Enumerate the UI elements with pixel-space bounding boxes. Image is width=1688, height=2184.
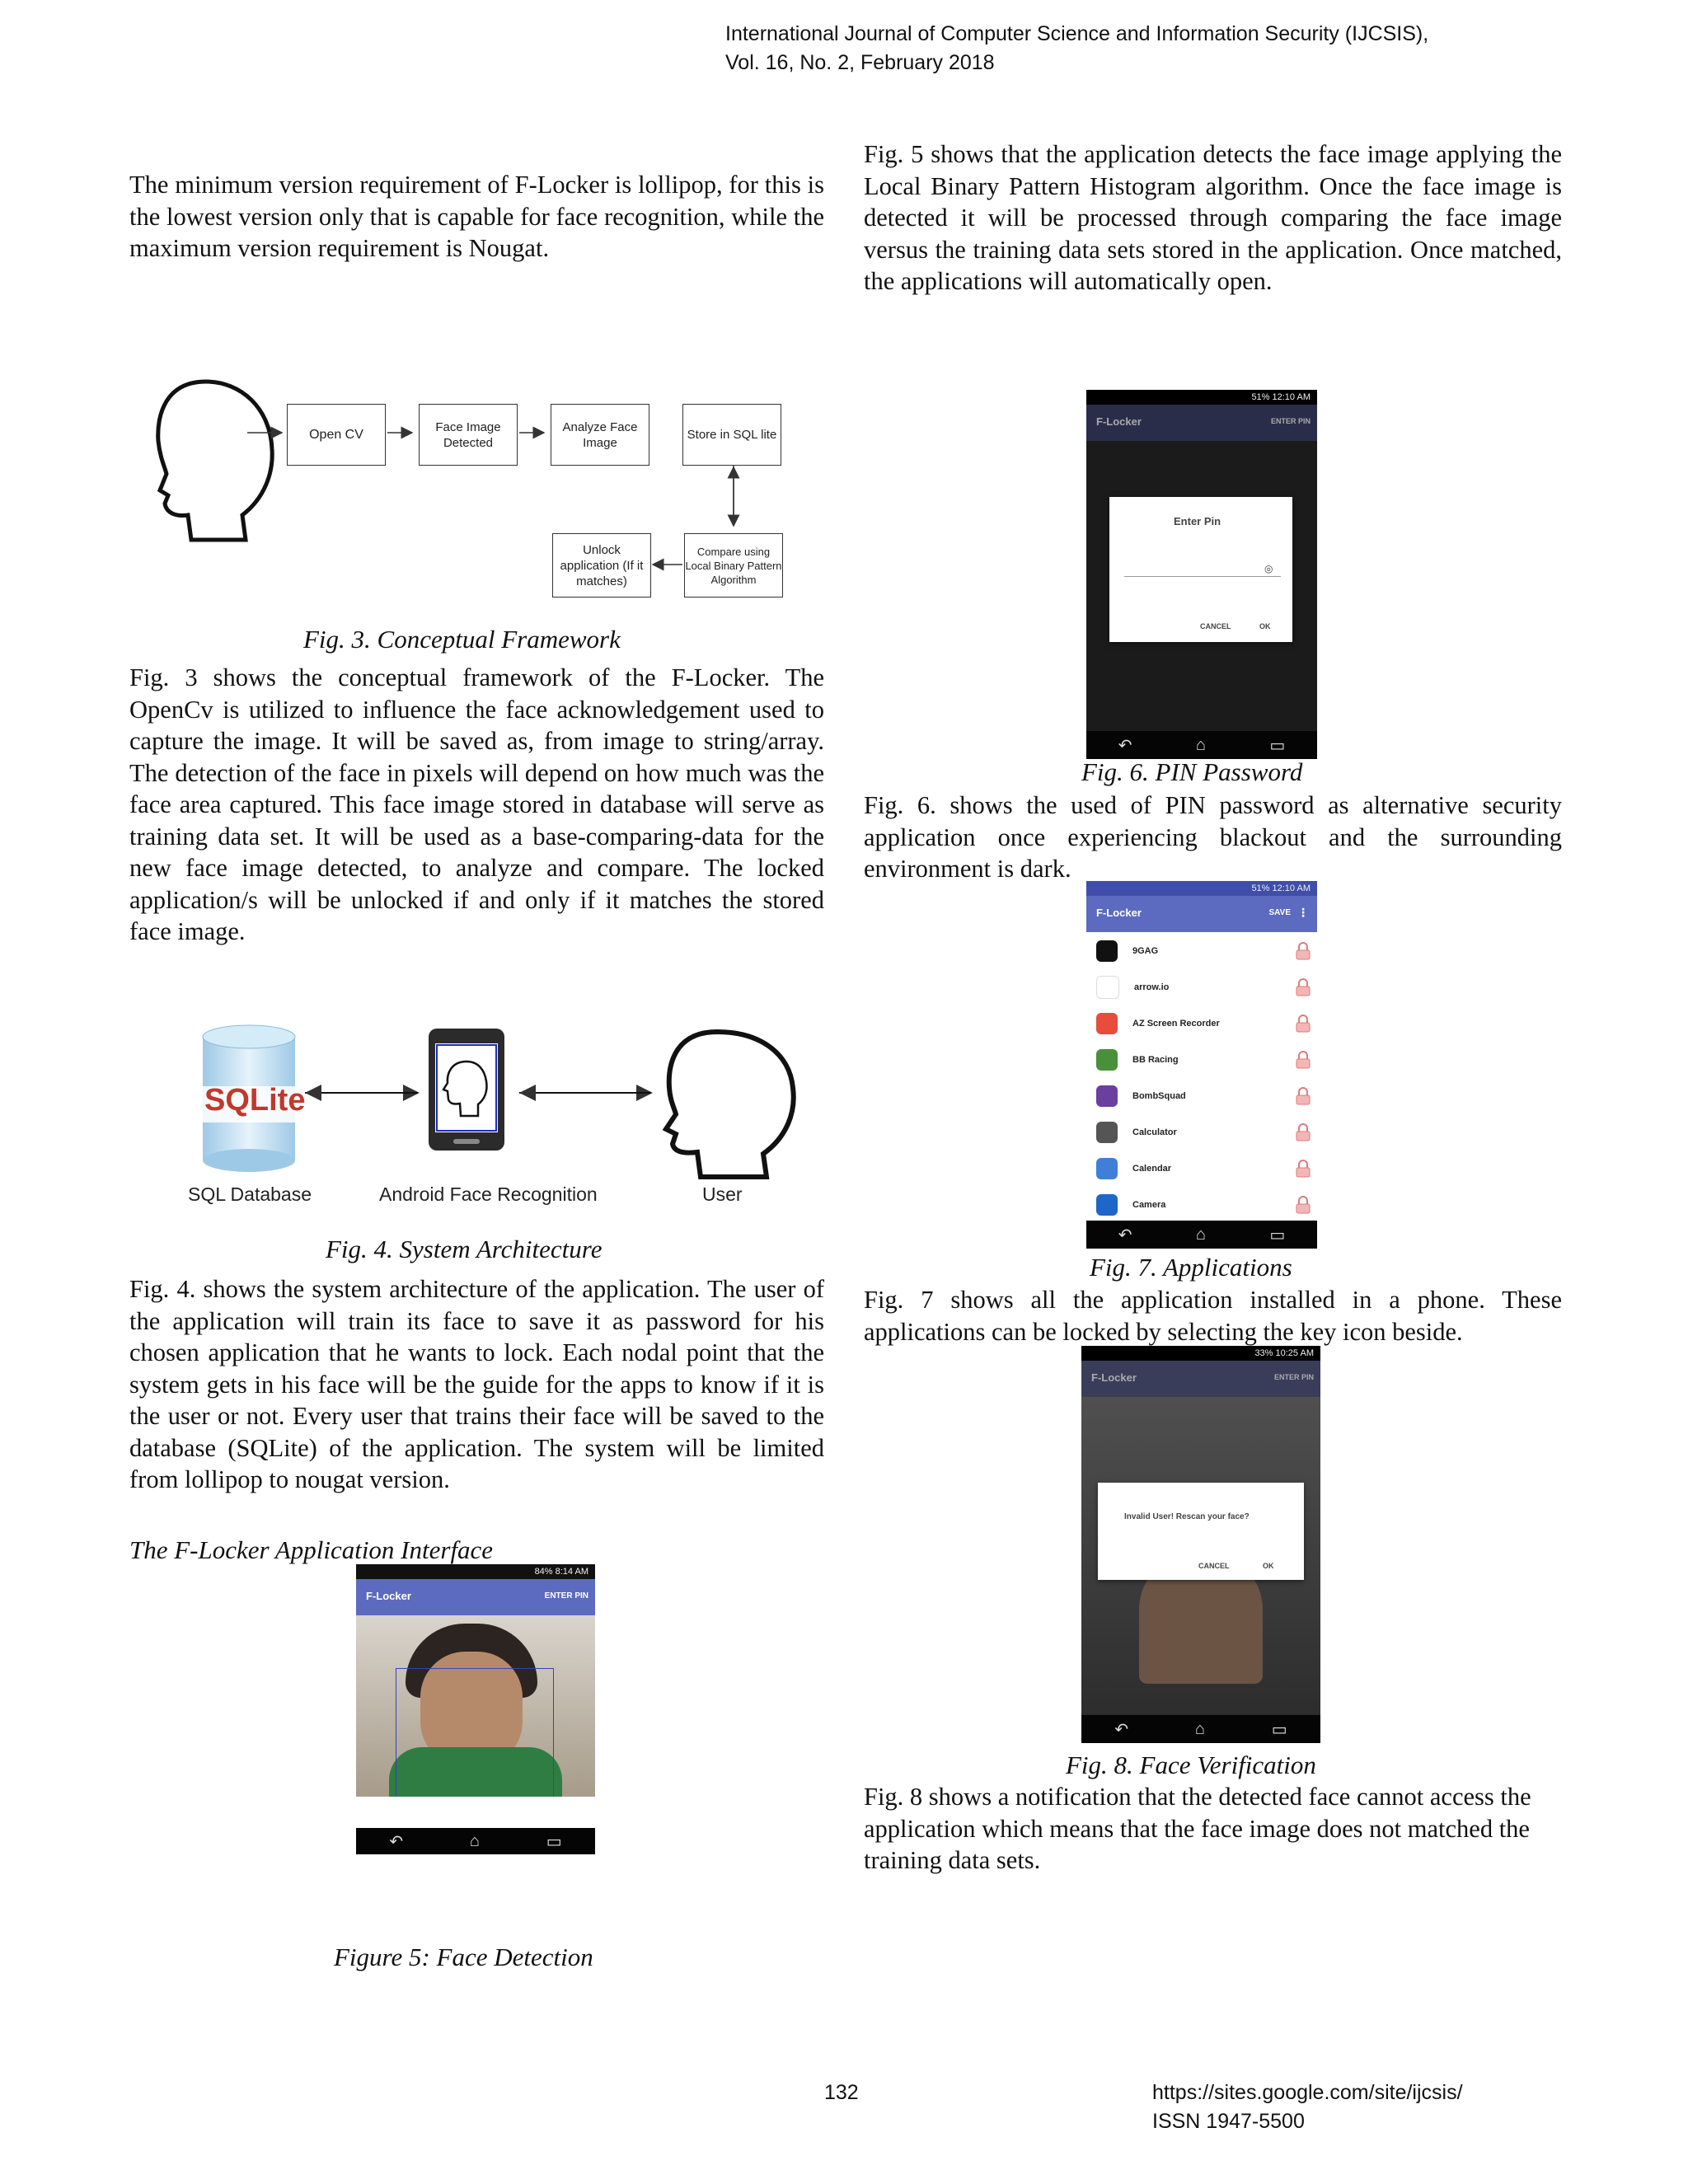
- app-icon: [1096, 1194, 1118, 1216]
- app-bar: [1086, 896, 1317, 932]
- page-number: 132: [824, 2081, 859, 2104]
- enter-pin-button[interactable]: ENTER PIN: [544, 1591, 588, 1601]
- fig3-caption: Fig. 3. Conceptual Framework: [303, 625, 621, 654]
- app-name: Calendar: [1132, 1163, 1172, 1174]
- app-bar: [356, 1579, 595, 1615]
- status-bar: 51% 12:10 AM: [1086, 390, 1317, 405]
- app-title: F-Locker: [1096, 415, 1142, 428]
- lock-icon[interactable]: [1296, 1196, 1311, 1214]
- app-list-item[interactable]: [1086, 1150, 1317, 1188]
- android-face-recognition-label: Android Face Recognition: [379, 1183, 598, 1205]
- left-paragraph-1: The minimum version requirement of F-Locker is lollipop, for this is the lowest version only that is capable for face recognition, while the maximum version requirement is Nougat.: [129, 171, 824, 262]
- ok-button[interactable]: OK: [1263, 1562, 1274, 1570]
- user-head-icon: [666, 1032, 794, 1177]
- left-paragraph-3: Fig. 4. shows the system architecture of the application. The user of the application will train its face to save it as password for his chosen application that he wants to lock. Each nodal point that the system gets in his face will be the guide for the apps to know if it is the user or not. Every user that trains their face will be saved to the database (SQLite) of the application. The system will be limited from lollipop to nougat version.: [129, 1275, 824, 1493]
- right-paragraph-2: Fig. 6. shows the used of PIN password as alternative security application once experiencing blackout and the surrounding environment is dark.: [864, 791, 1562, 883]
- enter-pin-button[interactable]: ENTER PIN: [1273, 1373, 1314, 1381]
- right-paragraph-4: Fig. 8 shows a notification that the detected face cannot access the application which means that the face image does not matched the training data sets.: [864, 1783, 1531, 1874]
- app-name: Calculator: [1132, 1127, 1177, 1137]
- compare-lbp-box: Compare using Local Binary Pattern Algorithm: [684, 533, 783, 598]
- section-title: The F-Locker Application Interface: [129, 1535, 494, 1564]
- left-paragraph-2: Fig. 3 shows the conceptual framework of the F-Locker. The OpenCv is utilized to influence the face acknowledgement used to capture the image. It will be saved as, from image to string/array. The detection of the face in pixels will depend on how much was the face area captured. This face image stored in database will serve as training data set. It will be used as a base-comparing-data for the new face image detected, to analyze and compare. The locked application/s will be unlocked if and only if it matches the stored face image.: [129, 663, 824, 945]
- status-bar: 51% 12:10 AM: [1086, 881, 1317, 896]
- app-icon: [1096, 1158, 1118, 1179]
- lock-icon[interactable]: [1296, 942, 1311, 960]
- home-icon[interactable]: ⌂: [1195, 735, 1206, 754]
- back-icon[interactable]: ↶: [389, 1832, 404, 1851]
- fig3-diagram: [148, 375, 791, 606]
- fig8-phone-screenshot: [1081, 1346, 1320, 1743]
- lock-icon[interactable]: [1296, 1087, 1311, 1105]
- app-list-item[interactable]: [1086, 1077, 1317, 1115]
- eye-hidden-icon[interactable]: ◎: [1264, 563, 1273, 574]
- app-name: 9GAG: [1132, 945, 1159, 956]
- app-name: arrow.io: [1134, 982, 1170, 992]
- dialog-title: Enter Pin: [1174, 515, 1221, 527]
- app-list-item[interactable]: [1086, 1041, 1317, 1079]
- pin-input[interactable]: [1124, 576, 1281, 577]
- cancel-button[interactable]: CANCEL: [1198, 1562, 1230, 1570]
- unlock-application-box: Unlock application (If it matches): [552, 533, 651, 598]
- status-bar: 84% 8:14 AM: [356, 1564, 595, 1579]
- app-icon: [1096, 940, 1118, 962]
- recents-icon[interactable]: ▭: [546, 1832, 562, 1851]
- camera-preview: [356, 1615, 595, 1797]
- app-name: Camera: [1132, 1199, 1166, 1210]
- nav-bar: [1081, 1715, 1320, 1743]
- lock-icon[interactable]: [1296, 1160, 1311, 1178]
- app-icon: [1096, 1013, 1118, 1034]
- app-bar: [1081, 1361, 1320, 1397]
- save-button[interactable]: SAVE: [1268, 908, 1291, 917]
- fig7-caption: Fig. 7. Applications: [1090, 1253, 1292, 1282]
- app-list: [1086, 932, 1317, 1221]
- right-paragraph-3: Fig. 7 shows all the application installed in a phone. These applications can be locked by selecting the key icon beside.: [864, 1286, 1562, 1346]
- more-options-icon[interactable]: ⋮: [1297, 906, 1309, 919]
- app-icon: [1096, 1085, 1118, 1107]
- back-icon[interactable]: ↶: [1114, 1720, 1129, 1739]
- right-paragraph-1: Fig. 5 shows that the application detects the face image applying the Local Binary Pattern Histogram algorithm. Once the face image is detected it will be processed through comparing the face image versus the training data sets stored in the application. Once matched, the applications will automatically open.: [864, 140, 1562, 295]
- footer-url[interactable]: https://sites.google.com/site/ijcsis/: [1152, 2081, 1463, 2104]
- status-bar: 33% 10:25 AM: [1081, 1346, 1320, 1361]
- home-icon[interactable]: ⌂: [469, 1831, 480, 1850]
- app-list-item[interactable]: [1086, 1005, 1317, 1043]
- back-icon[interactable]: ↶: [1118, 736, 1132, 755]
- app-title: F-Locker: [366, 1590, 411, 1602]
- face-detection-box: [396, 1668, 554, 1797]
- cancel-button[interactable]: CANCEL: [1200, 622, 1231, 630]
- footer-issn: ISSN 1947-5500: [1152, 2110, 1305, 2133]
- lock-icon[interactable]: [1296, 978, 1311, 996]
- enter-pin-button[interactable]: ENTER PIN: [1270, 417, 1311, 425]
- home-icon[interactable]: ⌂: [1194, 1719, 1205, 1738]
- store-sqlite-box: Store in SQL lite: [682, 404, 781, 466]
- fig8-caption: Fig. 8. Face Verification: [1066, 1750, 1316, 1779]
- journal-header: [725, 20, 1428, 77]
- sqlite-logo: SQLite: [204, 1083, 306, 1118]
- recents-icon[interactable]: ▭: [1269, 1226, 1286, 1244]
- app-icon: [1096, 1122, 1118, 1143]
- fig6-phone-screenshot: [1086, 390, 1317, 759]
- invalid-user-dialog: [1098, 1483, 1304, 1580]
- fig6-caption: Fig. 6. PIN Password: [1081, 757, 1303, 786]
- lock-icon[interactable]: [1296, 1051, 1311, 1069]
- app-icon: [1096, 976, 1119, 999]
- face-detected-box: Face Image Detected: [419, 404, 518, 466]
- ok-button[interactable]: OK: [1259, 622, 1271, 630]
- dialog-message: Invalid User! Rescan your face?: [1124, 1512, 1250, 1521]
- user-label: User: [702, 1183, 743, 1205]
- app-bar: [1086, 405, 1317, 441]
- recents-icon[interactable]: ▭: [1271, 1720, 1287, 1739]
- lock-icon[interactable]: [1296, 1123, 1311, 1141]
- app-list-item[interactable]: [1086, 1186, 1317, 1224]
- analyze-face-box: Analyze Face Image: [551, 404, 649, 466]
- home-icon[interactable]: ⌂: [1195, 1225, 1206, 1244]
- app-list-item[interactable]: [1086, 932, 1317, 970]
- fig5-navbar: [356, 1828, 595, 1854]
- journal-header-line1: International Journal of Computer Science and Information Security (IJCSIS),: [725, 22, 1429, 45]
- app-list-item[interactable]: [1086, 1113, 1317, 1151]
- app-name: AZ Screen Recorder: [1132, 1018, 1220, 1029]
- opencv-box: Open CV: [287, 404, 386, 466]
- nav-bar: [1086, 1221, 1317, 1249]
- head-silhouette-icon: [158, 382, 272, 540]
- fig4-caption: Fig. 4. System Architecture: [326, 1235, 603, 1263]
- app-title: F-Locker: [1096, 907, 1142, 919]
- lock-icon[interactable]: [1296, 1015, 1311, 1033]
- fig7-phone-screenshot: [1086, 881, 1317, 1249]
- nav-bar: [1086, 731, 1317, 759]
- app-name: BombSquad: [1132, 1090, 1186, 1101]
- app-title: F-Locker: [1091, 1371, 1137, 1384]
- app-name: BB Racing: [1132, 1054, 1179, 1065]
- journal-header-line2: Vol. 16, No. 2, February 2018: [725, 51, 995, 74]
- fig5-caption: Figure 5: Face Detection: [334, 1943, 593, 1971]
- android-phone-icon: [429, 1029, 504, 1151]
- app-list-item[interactable]: [1086, 968, 1317, 1006]
- fig5-phone-screenshot: [356, 1564, 595, 1797]
- recents-icon[interactable]: ▭: [1269, 736, 1286, 755]
- fig4-diagram: [173, 1022, 808, 1220]
- back-icon[interactable]: ↶: [1118, 1226, 1132, 1244]
- enter-pin-dialog: [1109, 497, 1292, 642]
- app-icon: [1096, 1049, 1118, 1071]
- sql-database-label: SQL Database: [188, 1183, 312, 1205]
